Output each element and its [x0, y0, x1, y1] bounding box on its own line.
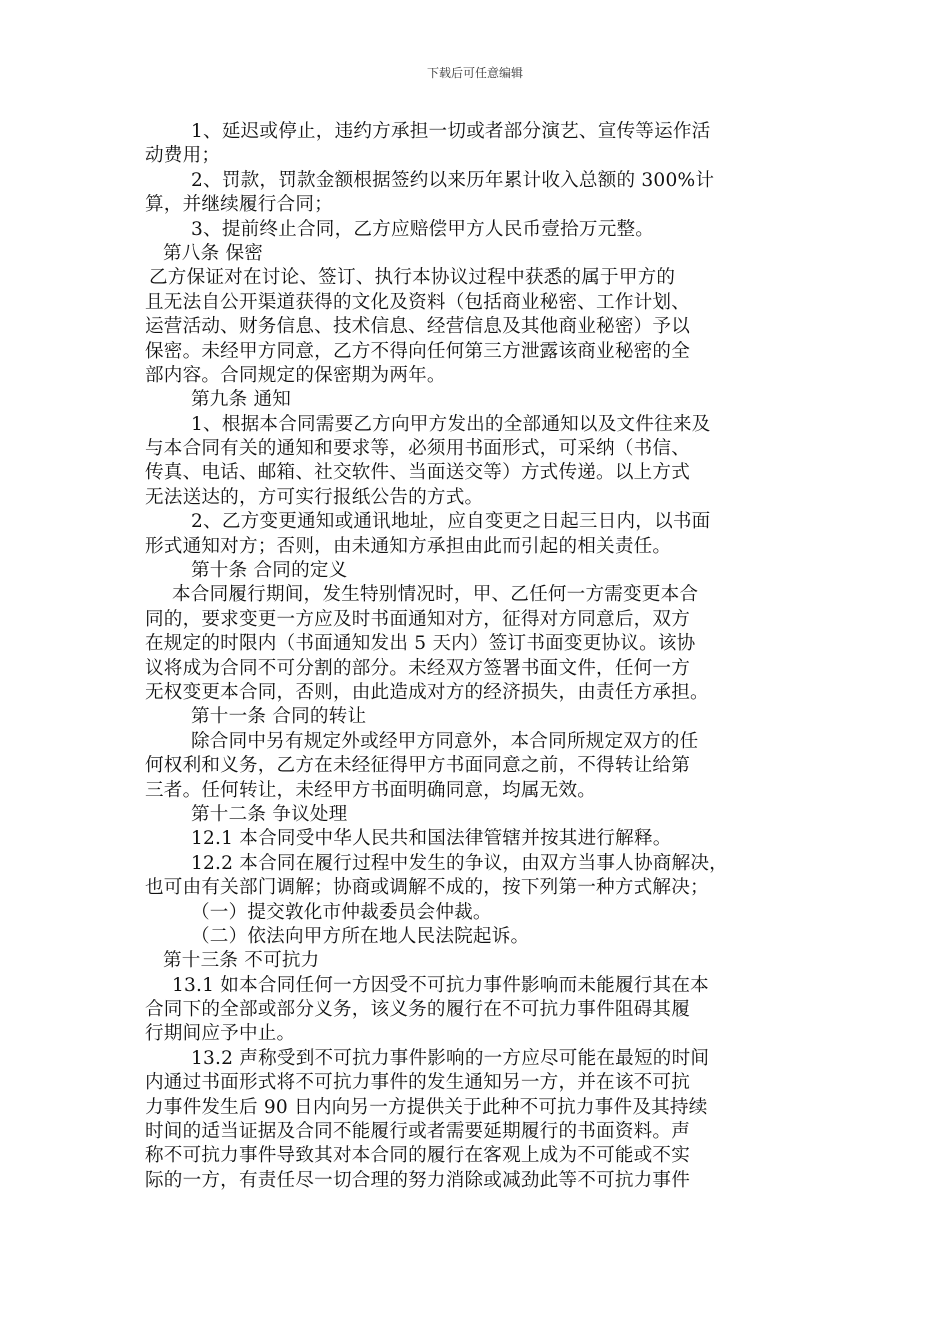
text-line: （二）依法向甲方所在地人民法院起诉。 — [191, 925, 530, 947]
text-line: 且无法自公开渠道获得的文化及资料（包括商业秘密、工作计划、 — [145, 291, 691, 313]
text-line: 部内容。合同规定的保密期为两年。 — [145, 364, 446, 386]
text-line: 除合同中另有规定外或经甲方同意外，本合同所规定双方的任 — [191, 730, 699, 752]
text-line: 同的，要求变更一方应及时书面通知对方，征得对方同意后，双方 — [145, 608, 691, 630]
text-line: 际的一方，有责任尽一切合理的努力消除或减劲此等不可抗力事件 — [145, 1169, 691, 1191]
contract-body — [145, 120, 808, 1193]
text-line: 2、罚款，罚款金额根据签约以来历年累计收入总额的 300%计 — [191, 169, 715, 191]
text-line: 第十三条 不可抗力 — [163, 950, 320, 972]
text-line: 何权利和义务，乙方在未经征得甲方书面同意之前，不得转让给第 — [145, 755, 691, 777]
text-line: 在规定的时限内（书面通知发出 5 天内）签订书面变更协议。该协 — [145, 633, 696, 655]
text-line: 1、延迟或停止，违约方承担一切或者部分演艺、宣传等运作活 — [191, 121, 711, 142]
page-header: 下载后可任意编辑 — [426, 66, 523, 80]
text-line: 形式通知对方；否则，由未通知方承担由此而引起的相关责任。 — [145, 535, 672, 557]
text-line: 力事件发生后 90 日内向另一方提供关于此种不可抗力事件及其持续 — [145, 1096, 708, 1118]
text-line: 议将成为合同不可分割的部分。未经双方签署书面文件，任何一方 — [145, 657, 691, 679]
text-line: 第九条 通知 — [191, 389, 292, 411]
text-line: 3、提前终止合同，乙方应赔偿甲方人民币壹拾万元整。 — [191, 218, 655, 240]
text-line: 称不可抗力事件导致其对本合同的履行在客观上成为不可能或不实 — [145, 1145, 691, 1167]
text-line: 运营活动、财务信息、技术信息、经营信息及其他商业秘密）予以 — [145, 316, 691, 338]
text-line: 本合同履行期间，发生特别情况时，甲、乙任何一方需变更本合 — [172, 584, 699, 606]
text-line: 三者。任何转让，未经甲方书面明确同意，均属无效。 — [145, 779, 597, 801]
text-line: 合同下的全部或部分义务，该义务的履行在不可抗力事件阻碍其履 — [145, 999, 691, 1021]
text-line: 无权变更本合同，否则，由此造成对方的经济损失，由责任方承担。 — [145, 681, 709, 703]
text-line: 时间的适当证据及合同不能履行或者需要延期履行的书面资料。声 — [145, 1121, 691, 1143]
text-line: 第十条 合同的定义 — [191, 560, 348, 582]
text-line: 13.2 声称受到不可抗力事件影响的一方应尽可能在最短的时间 — [191, 1047, 710, 1069]
text-line: 第八条 保密 — [163, 242, 264, 264]
text-line: 保密。未经甲方同意，乙方不得向任何第三方泄露该商业秘密的全 — [145, 340, 691, 362]
text-line: 与本合同有关的通知和要求等，必须用书面形式，可采纳（书信、 — [145, 438, 691, 460]
text-line: 12.1 本合同受中华人民共和国法律管辖并按其进行解释。 — [191, 828, 672, 850]
text-line: 内通过书面形式将不可抗力事件的发生通知另一方，并在该不可抗 — [145, 1072, 691, 1094]
text-line: 传真、电话、邮箱、社交软件、当面送交等）方式传递。以上方式 — [145, 462, 691, 484]
text-line: 第十一条 合同的转让 — [191, 706, 367, 728]
text-line: 第十二条 争议处理 — [191, 803, 348, 825]
text-line: 13.1 如本合同任何一方因受不可抗力事件影响而未能履行其在本 — [172, 974, 709, 996]
text-line: 1、根据本合同需要乙方向甲方发出的全部通知以及文件往来及 — [191, 413, 711, 435]
text-line: （一）提交敦化市仲裁委员会仲裁。 — [191, 901, 492, 923]
text-line: 动费用； — [145, 145, 221, 167]
text-line: 乙方保证对在讨论、签订、执行本协议过程中获悉的属于甲方的 — [149, 267, 676, 289]
text-line: 算，并继续履行合同； — [145, 194, 333, 216]
text-line: 12.2 本合同在履行过程中发生的争议，由双方当事人协商解决， — [191, 852, 728, 874]
text-line: 2、乙方变更通知或通讯地址，应自变更之日起三日内，以书面 — [191, 511, 711, 533]
text-line: 行期间应予中止。 — [145, 1023, 296, 1045]
text-line: 也可由有关部门调解；协商或调解不成的，按下列第一种方式解决； — [145, 877, 709, 899]
text-line: 无法送达的，方可实行报纸公告的方式。 — [145, 486, 484, 508]
